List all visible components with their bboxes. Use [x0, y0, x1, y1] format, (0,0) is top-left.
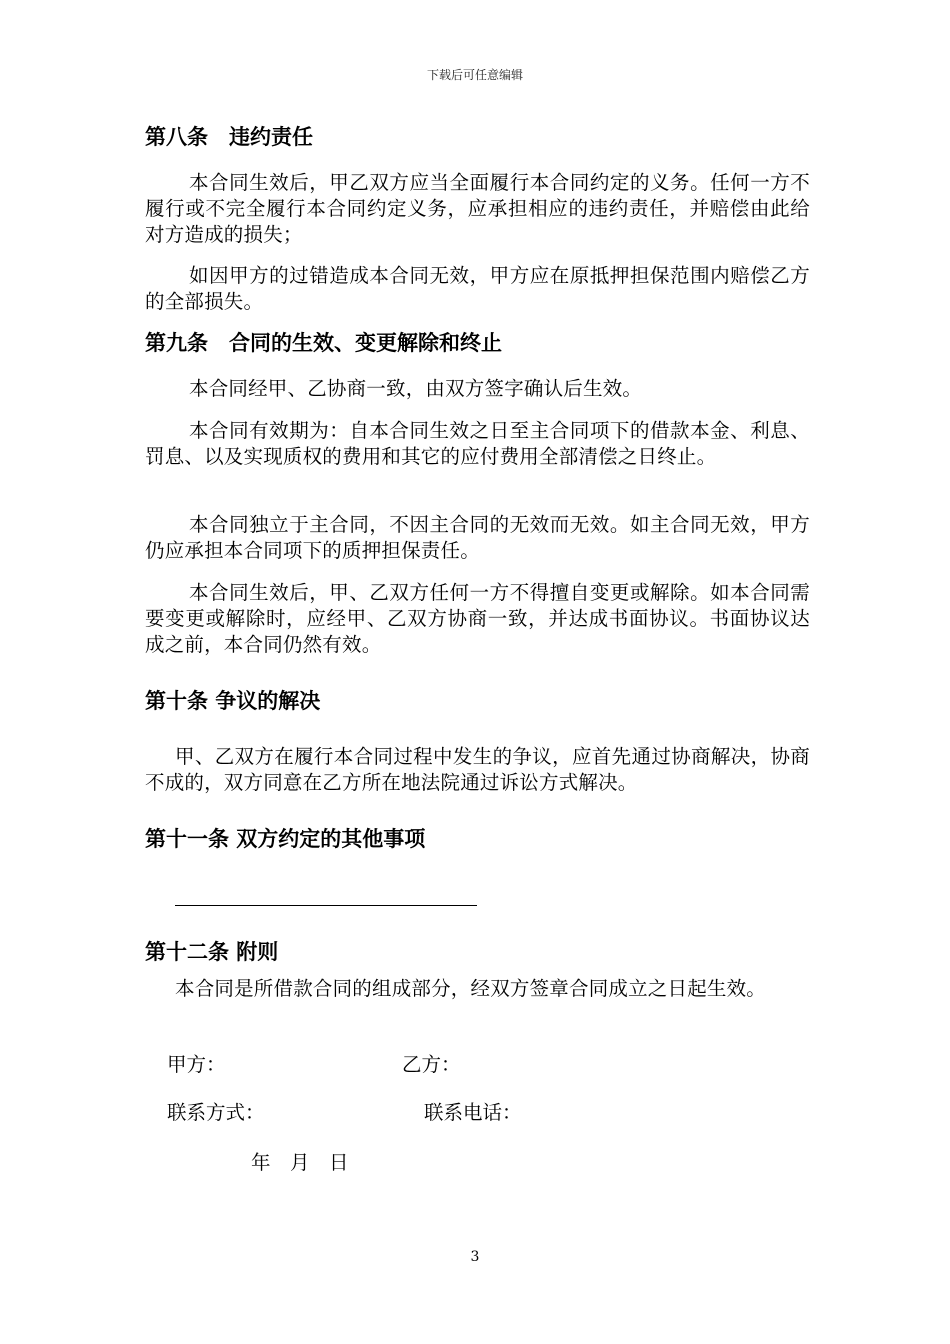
section-12-title: 第十二条 附则: [145, 940, 279, 964]
contact-phone-label: 联系电话：: [424, 1101, 522, 1124]
section-9-paragraph-3: 本合同独立于主合同，不因主合同的无效而无效。如主合同无效，甲方仍应承担本合同项下的质押担保责任。: [145, 513, 810, 562]
section-9-paragraph-4: 本合同生效后，甲、乙双方任何一方不得擅自变更或解除。如本合同需要变更或解除时，应经甲、乙双方协商一致，并达成书面协议。书面协议达成之前，本合同仍然有效。: [145, 581, 810, 656]
date-label: 年 月 日: [251, 1151, 349, 1174]
section-8-title: 第八条 违约责任: [145, 125, 313, 149]
party-b-label: 乙方：: [402, 1053, 461, 1076]
page-number: 3: [470, 1249, 480, 1265]
section-11-title: 第十一条 双方约定的其他事项: [145, 827, 426, 851]
section-12-paragraph-1: 本合同是所借款合同的组成部分，经双方签章合同成立之日起生效。: [175, 977, 767, 1000]
section-8-paragraph-2: 如因甲方的过错造成本合同无效，甲方应在原抵押担保范围内赔偿乙方的全部损失。: [145, 264, 810, 313]
party-a-label: 甲方：: [167, 1053, 226, 1076]
section-9-paragraph-2: 本合同有效期为：自本合同生效之日至主合同项下的借款本金、利息、罚息、以及实现质权的费用和其它的应付费用全部清偿之日终止。: [145, 419, 810, 468]
section-10-title: 第十条 争议的解决: [145, 689, 321, 713]
section-10-paragraph-1: 甲、乙双方在履行本合同过程中发生的争议，应首先通过协商解决，协商不成的，双方同意在乙方所在地法院通过诉讼方式解决。: [145, 745, 810, 794]
section-8-paragraph-1: 本合同生效后，甲乙双方应当全面履行本合同约定的义务。任何一方不履行或不完全履行本合同约定义务，应承担相应的违约责任，并赔偿由此给对方造成的损失；: [145, 171, 810, 246]
section-9-title: 第九条 合同的生效、变更解除和终止: [145, 331, 502, 355]
fill-in-blank-line: [175, 905, 477, 906]
page-header: 下载后可任意编辑: [426, 68, 523, 82]
section-9-paragraph-1: 本合同经甲、乙协商一致，由双方签字确认后生效。: [189, 377, 643, 400]
contact-method-label: 联系方式：: [167, 1101, 265, 1124]
